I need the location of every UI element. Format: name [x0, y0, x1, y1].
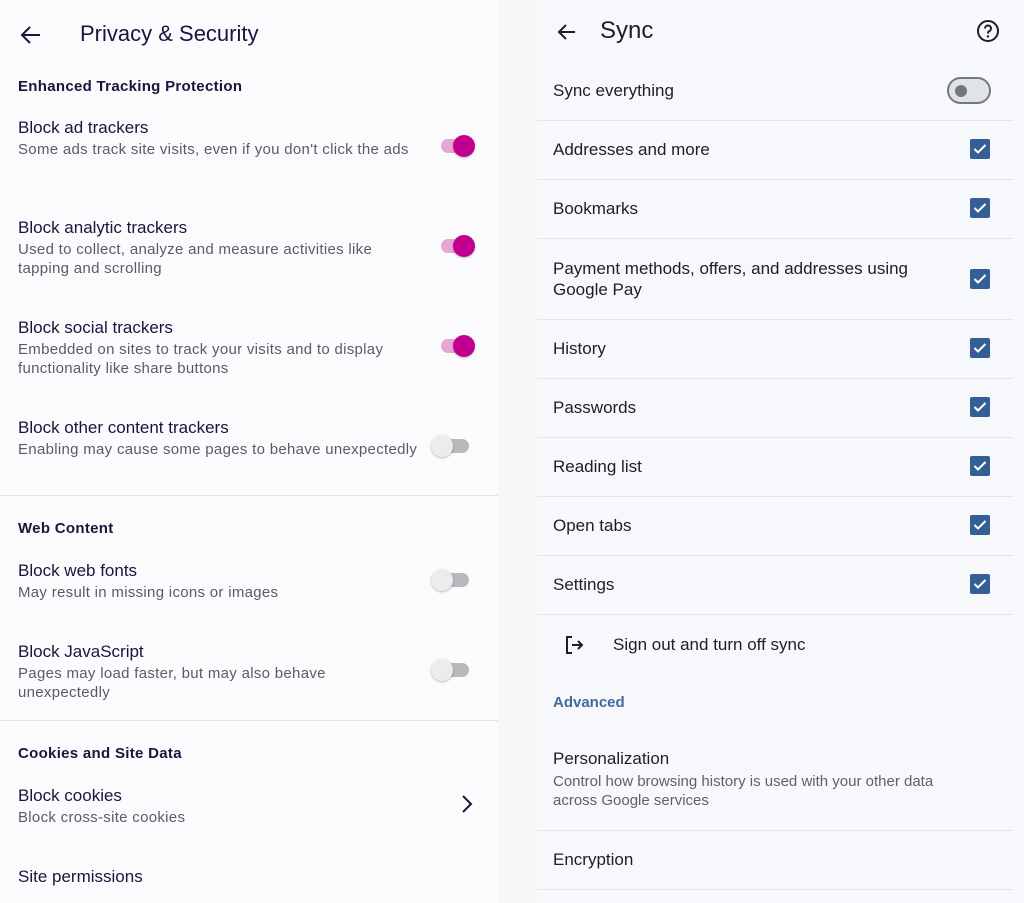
- sync-item-label: Addresses and more: [553, 140, 710, 159]
- setting-subtitle: Used to collect, analyze and measure activities like tapping and scrolling: [18, 241, 373, 277]
- panel-gap: [498, 0, 537, 903]
- setting-subtitle: Pages may load faster, but may also behave unexpectedly: [18, 665, 326, 701]
- section-advanced: Advanced: [553, 694, 625, 711]
- sync-item-settings[interactable]: [537, 556, 1013, 614]
- sign-out-icon: [564, 635, 584, 655]
- encryption-label: Encryption: [553, 850, 634, 869]
- setting-subtitle: May result in missing icons or images: [18, 584, 279, 601]
- section-divider: [0, 720, 498, 721]
- setting-subtitle: Block cross-site cookies: [18, 809, 186, 826]
- sync-item-history[interactable]: [537, 320, 1013, 378]
- setting-site-permissions[interactable]: [0, 867, 498, 891]
- sync-item-bookmarks[interactable]: [537, 180, 1013, 238]
- section-divider: [0, 495, 498, 496]
- sync-item-label: Bookmarks: [553, 199, 639, 218]
- checkbox-checked[interactable]: [970, 515, 990, 535]
- checkbox-checked[interactable]: [970, 338, 990, 358]
- toggle-block-web-fonts[interactable]: [431, 568, 469, 592]
- sync-item-label: Passwords: [553, 398, 637, 417]
- toggle-block-javascript[interactable]: [431, 658, 469, 682]
- privacy-header: [0, 0, 498, 70]
- personalization-row[interactable]: [537, 740, 1013, 830]
- setting-title: Block social trackers: [18, 318, 173, 337]
- setting-block-social-trackers[interactable]: [0, 318, 498, 378]
- setting-block-web-fonts[interactable]: [0, 561, 498, 605]
- sync-item-payment-methods[interactable]: [537, 239, 1013, 319]
- sync-item-open-tabs[interactable]: [537, 497, 1013, 555]
- checkbox-checked[interactable]: [970, 198, 990, 218]
- back-arrow-icon[interactable]: [555, 20, 579, 44]
- checkbox-checked[interactable]: [970, 574, 990, 594]
- setting-title: Block JavaScript: [18, 642, 144, 661]
- toggle-block-other-content-trackers[interactable]: [431, 434, 469, 458]
- privacy-security-panel: [0, 0, 498, 903]
- setting-block-cookies[interactable]: [0, 786, 498, 830]
- checkbox-checked[interactable]: [970, 139, 990, 159]
- encryption-row[interactable]: [537, 831, 1013, 889]
- checkbox-checked[interactable]: [970, 269, 990, 289]
- setting-subtitle: Embedded on sites to track your visits and to display functionality like share buttons: [18, 341, 384, 377]
- sync-item-label: History: [553, 339, 606, 358]
- sync-item-label: Reading list: [553, 457, 642, 476]
- sign-out-label: Sign out and turn off sync: [613, 635, 806, 654]
- sync-everything-label: Sync everything: [553, 81, 674, 100]
- divider: [537, 889, 1013, 890]
- setting-title: Block web fonts: [18, 561, 138, 580]
- sync-everything-toggle[interactable]: [947, 77, 991, 104]
- setting-block-ad-trackers[interactable]: [0, 118, 498, 178]
- setting-block-javascript[interactable]: [0, 642, 498, 702]
- setting-title: Site permissions: [18, 867, 143, 886]
- back-arrow-icon[interactable]: [18, 22, 44, 48]
- toggle-block-analytic-trackers[interactable]: [439, 234, 477, 258]
- personalization-subtitle: Control how browsing history is used with your other data across Google services: [553, 773, 934, 809]
- sync-panel: [537, 0, 1024, 903]
- chevron-right-icon[interactable]: [458, 793, 476, 815]
- setting-subtitle: Enabling may cause some pages to behave unexpectedly: [18, 441, 418, 458]
- sync-item-addresses[interactable]: [537, 121, 1013, 179]
- sync-item-reading-list[interactable]: [537, 438, 1013, 496]
- section-web-content: Web Content: [18, 520, 114, 537]
- setting-title: Block analytic trackers: [18, 218, 188, 237]
- sync-item-label: Payment methods, offers, and addresses using Google Pay: [553, 259, 908, 299]
- checkbox-checked[interactable]: [970, 456, 990, 476]
- setting-block-other-content-trackers[interactable]: [0, 418, 498, 478]
- sync-item-label: Open tabs: [553, 516, 632, 535]
- help-circle-icon[interactable]: [976, 19, 1000, 43]
- toggle-block-social-trackers[interactable]: [439, 334, 477, 358]
- setting-title: Block cookies: [18, 786, 122, 805]
- sign-out-button[interactable]: [537, 615, 1013, 675]
- sync-everything-row[interactable]: [537, 60, 1013, 120]
- setting-subtitle: Some ads track site visits, even if you don't click the ads: [18, 141, 409, 158]
- setting-title: Block ad trackers: [18, 118, 149, 137]
- toggle-block-ad-trackers[interactable]: [439, 134, 477, 158]
- setting-title: Block other content trackers: [18, 418, 229, 437]
- sync-item-label: Settings: [553, 575, 615, 594]
- checkbox-checked[interactable]: [970, 397, 990, 417]
- section-enhanced-tracking-protection: Enhanced Tracking Protection: [18, 78, 243, 95]
- personalization-title: Personalization: [553, 749, 670, 768]
- page-title: Sync: [600, 17, 654, 44]
- section-cookies-site-data: Cookies and Site Data: [18, 745, 182, 762]
- setting-block-analytic-trackers[interactable]: [0, 218, 498, 278]
- page-title: Privacy & Security: [80, 21, 259, 46]
- sync-item-passwords[interactable]: [537, 379, 1013, 437]
